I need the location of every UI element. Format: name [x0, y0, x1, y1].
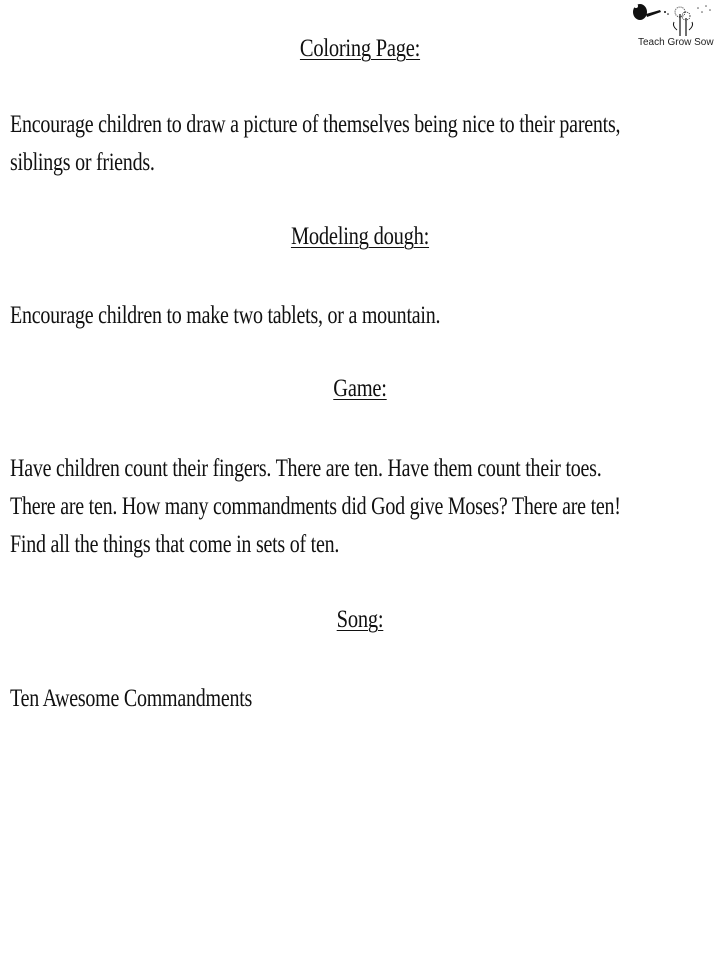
coloring-page-text [10, 106, 714, 182]
heading-modeling-dough: Modeling dough: [290, 223, 430, 250]
logo-text: Teach Grow Sow [638, 37, 714, 48]
text-line: siblings or friends. [10, 149, 155, 176]
text-line: Encourage children to draw a picture of themselves being nice to their parents, [10, 111, 621, 138]
heading-game: Game: [333, 375, 387, 402]
text-line: Ten Awesome Commandments [10, 685, 253, 712]
watering-can-dandelion-icon [630, 0, 720, 40]
modeling-dough-text [10, 297, 714, 335]
song-text [10, 680, 714, 718]
text-line: There are ten. How many commandments did God give Moses? There are ten! [10, 493, 621, 520]
heading-coloring-page: Coloring Page: [299, 35, 421, 62]
text-line: Find all the things that come in sets of ten. [10, 531, 340, 558]
text-line: Encourage children to make two tablets, or a mountain. [10, 302, 441, 329]
game-text [10, 450, 714, 564]
heading-song: Song: [336, 606, 384, 633]
text-line: Have children count their fingers. There are ten. Have them count their toes. [10, 455, 602, 482]
